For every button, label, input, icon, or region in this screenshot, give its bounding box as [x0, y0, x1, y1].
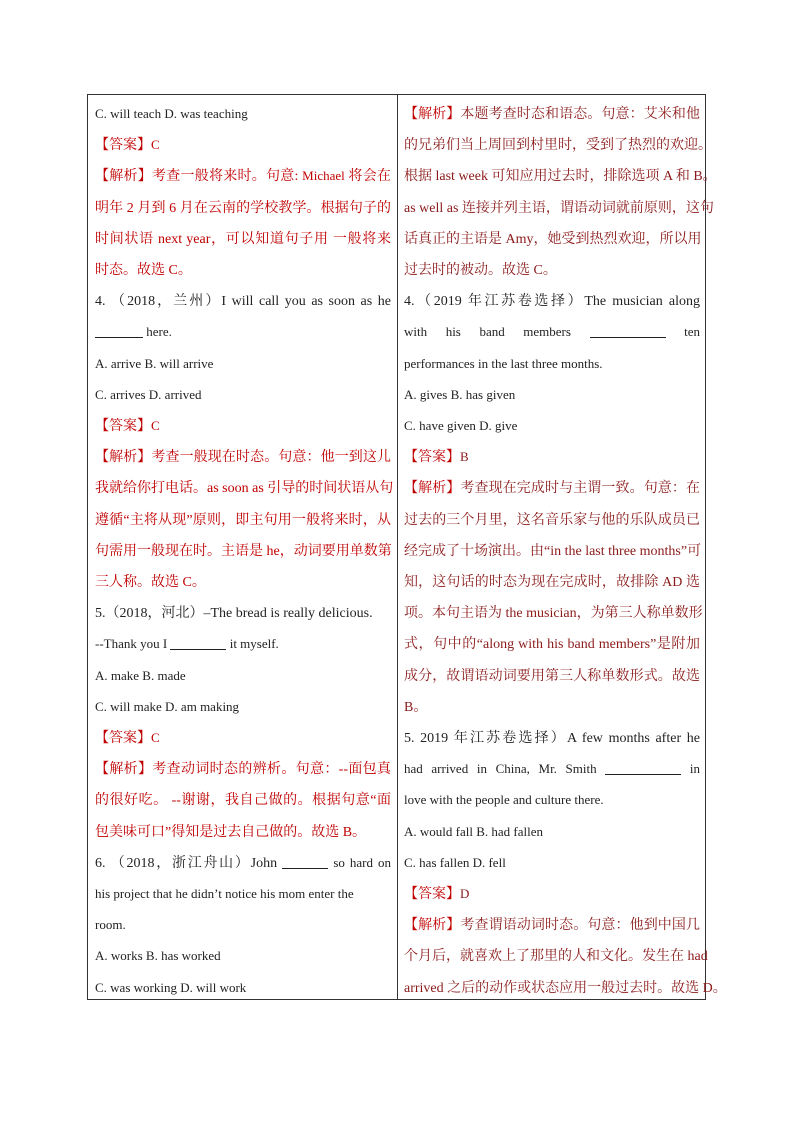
text-line	[95, 847, 391, 878]
text-line	[95, 784, 391, 815]
answer-blank	[95, 324, 143, 338]
text-line	[95, 597, 391, 628]
text-segment: 经完成了十场演出。由“in the last three months”可	[404, 543, 702, 559]
text-segment: 的兄弟们当上周回到村里时，受到了热烈的欢迎。	[404, 138, 712, 154]
text-segment: here.	[143, 324, 172, 340]
text-line	[95, 129, 391, 160]
text-segment: arrived 之后的动作或状态应用一般过去时。故选 D。	[404, 980, 727, 996]
text-segment: 话真正的主语是 Amy，她受到热烈欢迎，所以用	[404, 231, 702, 247]
text-segment: C. will teach D. was teaching	[95, 106, 248, 121]
text-segment: room.	[95, 917, 126, 933]
section-tag: 【答案】	[404, 887, 460, 902]
text-segment: A. make B. made	[95, 667, 186, 683]
text-segment: his project that he didn’t notice his mom enter the	[95, 886, 354, 901]
text-line	[404, 410, 700, 441]
text-segment: 成分，故谓语动词要用第三人称单数形式。故选	[404, 668, 700, 684]
text-segment: had arrived in China, Mr. Smith	[404, 761, 606, 777]
text-segment: 考查动词时态的辨析。句意：--面包真	[152, 762, 392, 778]
text-line	[95, 192, 391, 223]
section-tag: 【解析】	[404, 918, 461, 934]
text-line	[404, 847, 700, 878]
text-line	[404, 753, 700, 784]
text-segment: A. gives B. has given	[404, 386, 516, 402]
text-line	[404, 504, 700, 535]
text-line	[404, 597, 703, 628]
text-line	[95, 972, 391, 1003]
text-line	[95, 628, 391, 659]
text-line	[95, 316, 391, 347]
text-line	[404, 316, 700, 347]
text-segment: it myself.	[226, 636, 279, 652]
section-tag: 【答案】	[95, 138, 151, 154]
text-line	[404, 909, 700, 940]
text-segment: --Thank you I	[95, 636, 171, 652]
text-line	[404, 254, 700, 285]
text-line	[95, 940, 391, 971]
text-segment: C. has fallen D. fell	[404, 854, 506, 870]
text-segment: 考查一般现在时态。句意：他一到这儿	[151, 450, 392, 466]
text-segment: C. will make D. am making	[95, 698, 240, 714]
text-segment: 本题考查时态和语态。句意：艾米和他	[460, 107, 701, 122]
text-line	[404, 628, 700, 659]
text-line	[95, 160, 391, 191]
section-tag: 【答案】	[404, 450, 460, 466]
text-segment: 考查现在完成时与主谓一致。句意：在	[460, 481, 701, 497]
text-line	[404, 472, 700, 503]
text-segment: 包美味可口”得知是过去自己做的。故选 B。	[95, 824, 367, 840]
text-segment: 明年 2 月到 6 月在云南的学校教学。根据句子的	[95, 200, 391, 216]
text-line	[95, 410, 391, 441]
text-segment: 5.（2018，河北）–The bread is really delicious.	[95, 606, 373, 622]
text-line	[404, 691, 700, 722]
text-line	[95, 722, 391, 753]
text-segment: 知，这句话的时态为现在完成时，故排除 AD 选	[404, 575, 700, 590]
text-line	[404, 784, 700, 815]
text-segment: C	[151, 418, 160, 433]
text-segment: B	[460, 449, 469, 465]
text-segment: 时间状语 next year，可以知道句子用 一般将来	[95, 231, 391, 247]
text-segment: 6. （2018，浙江舟山）John	[95, 855, 283, 871]
text-segment: B。	[404, 699, 428, 715]
text-line	[95, 441, 391, 472]
section-tag: 【解析】	[404, 107, 461, 122]
text-line	[404, 192, 714, 223]
text-line	[404, 535, 700, 566]
text-segment: so hard on	[328, 854, 391, 870]
text-segment: love with the people and culture there.	[404, 792, 604, 808]
text-segment: 我就给你打电话。as soon as 引导的时间状语从句	[95, 481, 394, 497]
text-segment: 的很好吃。 --谢谢，我自己做的。根据句意“面	[95, 793, 391, 809]
text-segment: 时态。故选 C。	[95, 263, 192, 278]
text-segment: 三人称。故选 C。	[95, 575, 206, 590]
text-segment: C. arrives D. arrived	[95, 386, 202, 402]
text-segment: A. works B. has worked	[95, 948, 221, 964]
text-line	[95, 691, 391, 722]
text-segment: 句需用一般现在时。主语是 he，动词要用单数第	[95, 543, 392, 559]
text-line	[95, 285, 391, 316]
text-line	[95, 878, 391, 909]
text-segment: as well as 连接并列主语，谓语动词就前原则，这句	[404, 200, 714, 216]
text-line	[95, 254, 391, 285]
answer-blank	[282, 855, 328, 869]
text-segment: 5. 2019 年江苏卷选择）A few months after he	[404, 731, 700, 746]
section-tag: 【解析】	[95, 762, 153, 778]
text-line	[95, 379, 391, 410]
text-segment: performances in the last three months.	[404, 355, 603, 371]
text-segment: 项。本句主语为 the musician，为第三人称单数形	[404, 606, 703, 622]
text-line	[95, 535, 391, 566]
text-line	[404, 816, 700, 847]
text-segment: 根据 last week 可知应用过去时，排除选项 A 和 B。	[404, 169, 717, 185]
text-line	[404, 878, 700, 909]
text-segment: 4. （2018，兰州）I will call you as soon as he	[95, 294, 391, 310]
text-line	[404, 441, 700, 472]
text-segment: 过去的三个月里，这名音乐家与他的乐队成员已	[404, 512, 700, 528]
answer-blank	[605, 761, 681, 775]
text-line	[404, 379, 700, 410]
text-line	[95, 223, 391, 254]
text-line	[95, 98, 391, 129]
text-segment: 将会在	[344, 169, 392, 185]
text-line	[95, 348, 391, 379]
text-line	[404, 160, 717, 191]
text-segment: A. would fall B. had fallen	[404, 823, 543, 839]
text-line	[95, 909, 391, 940]
text-segment: in	[681, 761, 700, 777]
text-segment: 4.（2019 年江苏卷选择）The musician along	[404, 294, 700, 310]
text-segment: C. have given D. give	[404, 418, 518, 433]
text-line	[95, 660, 391, 691]
text-segment: with his band members	[404, 324, 590, 340]
text-line	[404, 223, 700, 254]
text-line	[404, 129, 712, 160]
text-segment: C	[151, 730, 160, 745]
text-line	[404, 722, 700, 753]
text-line	[404, 660, 700, 691]
column-divider	[397, 95, 398, 999]
text-segment: 考查一般将来时。句意:	[152, 169, 303, 185]
text-line	[404, 566, 700, 597]
text-segment: 考查谓语动词时态。句意：他到中国几	[460, 918, 701, 934]
text-line	[95, 816, 391, 847]
text-segment: 过去时的被动。故选 C。	[404, 263, 557, 278]
text-line	[404, 348, 700, 379]
section-tag: 【答案】	[95, 731, 151, 746]
text-line	[404, 285, 700, 316]
section-tag: 【答案】	[95, 419, 151, 434]
text-line	[95, 472, 394, 503]
text-line	[404, 972, 727, 1003]
text-segment: A. arrive B. will arrive	[95, 355, 214, 371]
text-line	[95, 566, 391, 597]
text-line	[404, 940, 708, 971]
answer-blank	[170, 636, 226, 650]
section-tag: 【解析】	[95, 169, 153, 185]
answer-blank	[590, 324, 666, 338]
text-segment: 遵循“主将从现”原则，即主句用一般将来时，从	[95, 512, 391, 528]
section-tag: 【解析】	[404, 481, 461, 497]
text-segment: Michael	[302, 168, 345, 184]
two-column-table	[87, 94, 727, 1000]
text-segment: 式，句中的“along with his band members”是附加	[404, 637, 700, 653]
text-segment: D	[460, 886, 470, 901]
text-line	[95, 504, 391, 535]
text-segment: ten	[665, 324, 700, 340]
text-line	[404, 98, 700, 129]
section-tag: 【解析】	[95, 450, 152, 466]
text-segment: C	[151, 137, 160, 153]
text-segment: C. was working D. will work	[95, 979, 247, 995]
text-line	[95, 753, 391, 784]
text-segment: 个月后，就喜欢上了那里的人和文化。发生在 had	[404, 949, 708, 965]
